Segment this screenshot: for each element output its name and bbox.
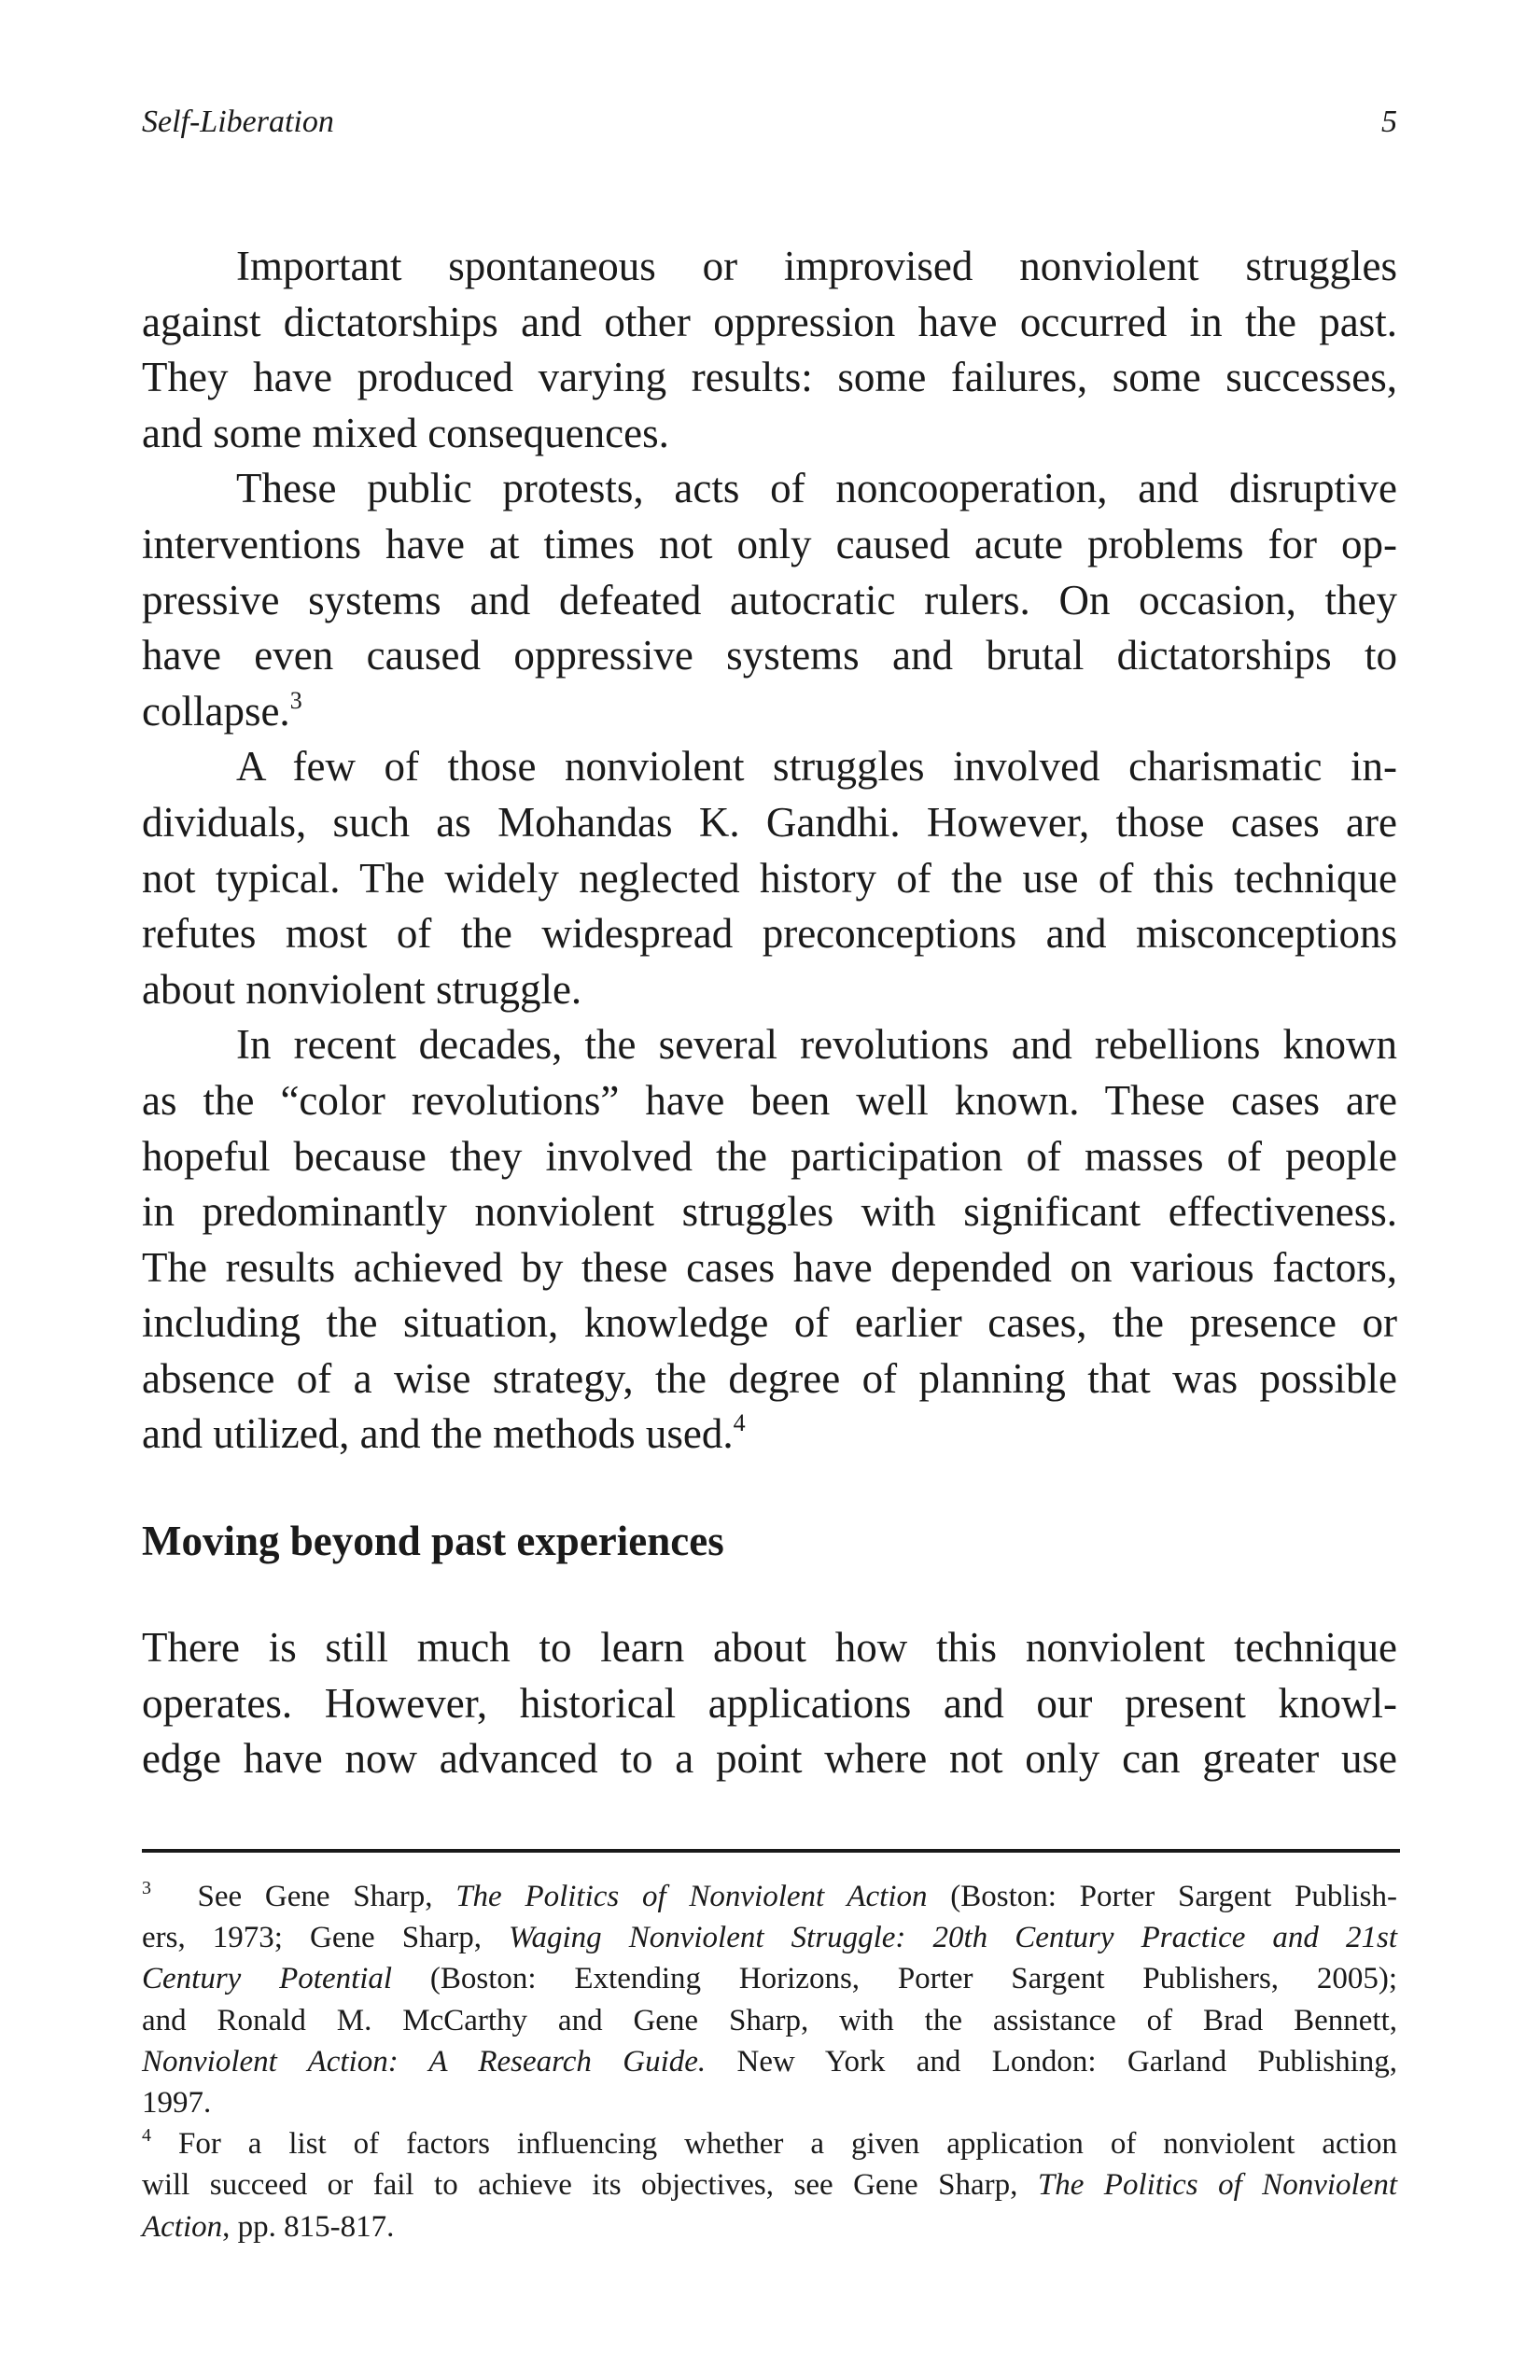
text-line: about nonviolent struggle.: [142, 965, 582, 1013]
footnote-separator-rule: [142, 1849, 1400, 1853]
text-line: as the “color revolutions” have been well known. These cases are: [142, 1076, 1397, 1124]
text-line: Important spontaneous or improvised nonviolent struggles: [236, 243, 1397, 289]
text-line: hopeful because they involved the participation of masses of people: [142, 1132, 1397, 1180]
page-number: 5: [1381, 105, 1397, 139]
footnote-line: [142, 1876, 1397, 1917]
footnote-line: [142, 1958, 1397, 1999]
footnote-3: [142, 1876, 1397, 2123]
footnote-number: 3: [142, 1878, 151, 1898]
footnote-number: 4: [142, 2125, 151, 2147]
text-line-content: collapse.: [142, 687, 290, 735]
footnote-4: [142, 2123, 1397, 2247]
footnote-line: and Ronald M. McCarthy and Gene Sharp, with the assistance of Brad Bennett,: [142, 2003, 1397, 2037]
text-line: They have produced varying results: some failures, some successes,: [142, 354, 1397, 401]
footnote-text: (Boston: Extending Horizons, Porter Sargent Publishers, 2005);: [392, 1962, 1397, 1996]
text-line: [142, 684, 1397, 740]
footnotes: [142, 1876, 1397, 2247]
footnote-line: [142, 2041, 1397, 2082]
footnote-line: [142, 2123, 1397, 2164]
section-heading: Moving beyond past experiences: [142, 1518, 724, 1564]
text-line: operates. However, historical applications and our present knowl-: [142, 1679, 1397, 1727]
book-title: Action: [142, 2209, 223, 2244]
text-line: refutes most of the widespread preconceptions and misconceptions: [142, 910, 1397, 958]
text-line: absence of a wise strategy, the degree of planning that was possible: [142, 1354, 1397, 1402]
book-title: The Politics of Nonviolent Action: [455, 1880, 928, 1913]
footnote-text: New York and London: Garland Publishing,: [706, 2044, 1398, 2079]
text-line: in predominantly nonviolent struggles with significant effectiveness.: [142, 1188, 1397, 1236]
footnote-line: [142, 2164, 1397, 2205]
book-title: Century Potential: [142, 1962, 393, 1996]
text-line: In recent decades, the several revolutions and rebellions known: [236, 1021, 1397, 1069]
footnote-text: will succeed or fail to achieve its objectives, see Gene Sharp,: [142, 2168, 1038, 2203]
text-line: against dictatorships and other oppression have occurred in the past.: [142, 298, 1397, 345]
text-line: have even caused oppressive systems and brutal dictatorships to: [142, 632, 1397, 679]
paragraph: [142, 461, 1397, 739]
text-line: including the situation, knowledge of earlier cases, the presence or: [142, 1299, 1397, 1347]
book-title: Nonviolent Action: A Research Guide.: [142, 2044, 707, 2079]
footnote-text: , pp. 815-817.: [222, 2209, 395, 2244]
text-line: edge have now advanced to a point where not only can greater use: [142, 1735, 1397, 1783]
footnote-ref-4[interactable]: 4: [733, 1409, 746, 1437]
paragraph: [142, 1017, 1397, 1463]
text-line: These public protests, acts of noncooperation, and disruptive: [236, 465, 1397, 512]
text-line: There is still much to learn about how this nonviolent technique: [142, 1624, 1397, 1671]
body-text: [142, 239, 1397, 1463]
book-title: The Politics of Nonviolent: [1037, 2168, 1397, 2203]
footnote-line: [142, 2206, 1397, 2247]
paragraph: [142, 239, 1397, 461]
text-line: dividuals, such as Mohandas K. Gandhi. However, those cases are: [142, 798, 1397, 846]
footnote-text: See Gene Sharp,: [197, 1880, 456, 1913]
book-title: Waging Nonviolent Struggle: 20th Century Practice and 21st: [509, 1921, 1398, 1955]
text-line: interventions have at times not only caused acute problems for op-: [142, 520, 1397, 567]
text-line: not typical. The widely neglected history of the use of this technique: [142, 854, 1397, 902]
footnote-line: [142, 1917, 1397, 1958]
running-head-title: Self-Liberation: [142, 105, 334, 139]
text-line: [142, 1407, 1397, 1463]
text-line: and some mixed consequences.: [142, 409, 669, 456]
footnote-ref-3[interactable]: 3: [289, 686, 302, 714]
footnote-text: (Boston: Porter Sargent Publish-: [927, 1880, 1397, 1913]
text-line: The results achieved by these cases have depended on various factors,: [142, 1243, 1397, 1291]
paragraph: [142, 739, 1397, 1017]
footnote-line: 1997.: [142, 2085, 212, 2120]
footnote-text: For a list of factors influencing whether a given application of nonviolent action: [177, 2127, 1398, 2162]
text-line: A few of those nonviolent struggles involved charismatic in-: [236, 743, 1397, 791]
text-line-content: and utilized, and the methods used.: [142, 1410, 734, 1458]
running-head: [142, 105, 1397, 151]
text-line: pressive systems and defeated autocratic rulers. On occasion, they: [142, 576, 1397, 623]
footnote-text: ers, 1973; Gene Sharp,: [142, 1921, 510, 1955]
section-body-text: [142, 1620, 1397, 1787]
